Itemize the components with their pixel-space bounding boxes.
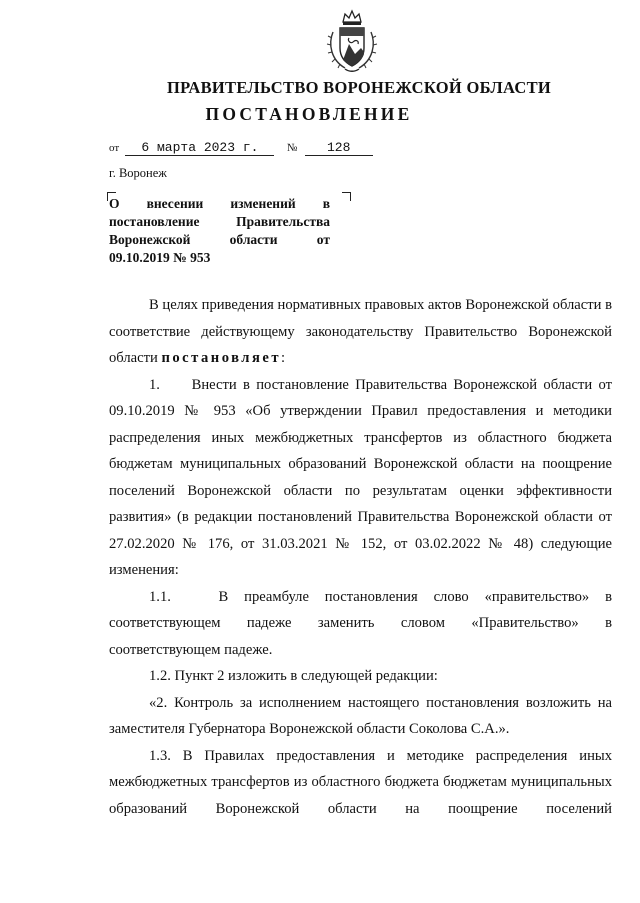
preamble-action: постановляет (161, 350, 282, 366)
organization-title: ПРАВИТЕЛЬСТВО ВОРОНЕЖСКОЙ ОБЛАСТИ (166, 78, 552, 97)
paragraph-1-2: 1.2. Пункт 2 изложить в следующей редакции: (149, 668, 438, 684)
date-label: от (109, 142, 120, 154)
paragraph-1-2-quote: «2. Контроль за исполнением настоящего постановления возложить на заместителя Губернатора Воронежской области Соколова С.А.». (109, 694, 612, 737)
number-label: № (286, 142, 298, 154)
document-type-title: ПОСТАНОВЛЕНИЕ (205, 104, 413, 124)
document-body (109, 292, 612, 822)
subject-line-1: О внесении изменений в (109, 196, 330, 211)
subject-line-3: Воронежской области от (109, 232, 330, 247)
paragraph-1-3: 1.3. В Правилах предоставления и методике распределения иных межбюджетных трансфертов из областного бюджета бюджетам муниципальных образований Воронежской области на поощрение поселений (109, 747, 612, 817)
preamble-text: В целях приведения нормативных правовых актов Воронежской области в соответствие действующему законодательству Правительство Воронежской области (109, 297, 612, 366)
date-value: 6 марта 2023 г. (125, 140, 274, 156)
number-value: 128 (305, 140, 373, 156)
subject-block (109, 195, 330, 267)
city-label: г. Воронеж (109, 166, 167, 180)
preamble-paragraph (109, 292, 612, 372)
date-number-line (109, 139, 373, 156)
coat-of-arms-emblem (325, 8, 379, 74)
subject-line-4: 09.10.2019 № 953 (109, 250, 211, 265)
subject-corner-right (342, 192, 351, 201)
subject-line-2: постановление Правительства (109, 214, 330, 229)
paragraph-1: 1. Внести в постановление Правительства Воронежской области от 09.10.2019 № 953 «Об утверждении Правил предоставления и методики распределения иных межбюджетных трансфертов из областного бюджета бюджетам муниципальных образований Воронежской области на поощрение поселений Воронежской области по результатам оценки эффективности развития» (в редакции постановлений Правительства Воронежской области от 27.02.2020 № 176, от 31.03.2021 № 152, от 03.02.2022 № 48) следующие изменения: (109, 376, 612, 578)
preamble-end: : (281, 350, 286, 366)
paragraph-1-1: 1.1. В преамбуле постановления слово «правительство» в соответствующем падеже заменить словом «Правительство» в соответствующем падеже. (109, 588, 612, 658)
